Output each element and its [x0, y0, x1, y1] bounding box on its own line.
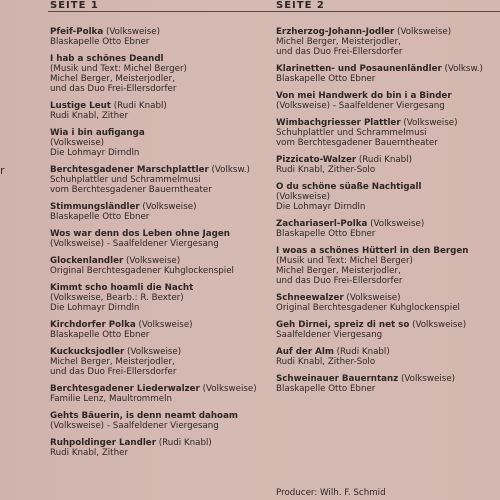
track-composer: (Volksweise) [367, 219, 425, 229]
side-2-tracklist [276, 27, 483, 401]
track-composer: (Volksweise) [124, 347, 182, 357]
track-performer-line: (Volksweise) - Saalfeldener Viergesang [50, 421, 219, 431]
track-title-line [50, 283, 257, 293]
track-title-line [50, 347, 257, 357]
track-performer-line: Die Lohmayr Dirndln [50, 303, 140, 313]
header-rule [48, 11, 500, 12]
track-title-line [276, 182, 483, 192]
track-title-line [276, 246, 483, 256]
track-title: O du schöne süaße Nachtigall [276, 182, 422, 192]
track-title: Berchtesgadener Liederwalzer [50, 384, 200, 394]
track-performer-line: Familie Lenz, Maultrommeln [50, 394, 172, 404]
track-composer: (Volksweise) [398, 374, 456, 384]
track-composer: (Volksw.) [441, 64, 483, 74]
track-title: Kirchdorfer Polka [50, 320, 136, 330]
track-title: Wos war denn dos Leben ohne Jagen [50, 229, 230, 239]
track-title: Ruhpoldinger Landler [50, 438, 156, 448]
track-title: Klarinetten- und Posaunenländler [276, 64, 442, 74]
track-entry [276, 374, 483, 394]
track-title-line [50, 101, 257, 111]
track-performer-line: (Volksweise) [276, 192, 331, 202]
track-title-line [50, 320, 257, 330]
track-composer: (Volksweise) [394, 27, 452, 37]
side-2-heading: SEITE 2 [276, 0, 325, 11]
track-entry [276, 91, 483, 111]
track-entry [50, 256, 257, 276]
track-performer-line: Blaskapelle Otto Ebner [50, 212, 150, 222]
track-performer-line: (Volksweise) - Saalfeldener Viergesang [50, 239, 219, 249]
track-title-line [50, 256, 257, 266]
track-title-line [276, 64, 483, 74]
track-performer-line: Schuhplattler und Schrammelmusi [50, 175, 201, 185]
track-performer-line: (Volksweise, Bearb.: R. Bexter) [50, 293, 184, 303]
track-composer: (Volksweise) [103, 27, 161, 37]
track-title-line [276, 91, 483, 101]
track-title-line [276, 118, 483, 128]
track-title: I hab a schönes Deandl [50, 54, 164, 64]
track-composer: (Volksweise) [400, 118, 458, 128]
track-performer-line: und das Duo Frei-Ellersdorfer [50, 84, 177, 94]
track-title: Schweinauer Bauerntanz [276, 374, 399, 384]
track-title-line [50, 411, 257, 421]
track-composer: (Volksweise) [135, 320, 193, 330]
track-entry [276, 219, 483, 239]
track-performer-line: Blaskapelle Otto Ebner [50, 330, 150, 340]
track-entry [50, 54, 257, 94]
track-performer-line: und das Duo Frei-Ellersdorfer [50, 367, 177, 377]
track-title-line [50, 229, 257, 239]
track-title: Zachariaserl-Polka [276, 219, 368, 229]
track-performer-line: Blaskapelle Otto Ebner [276, 74, 376, 84]
track-performer-line: Michel Berger, Meisterjodler, [276, 266, 401, 276]
track-performer-line: Rudi Knabl, Zither-Solo [276, 357, 376, 367]
track-composer: (Rudi Knabl) [356, 155, 412, 165]
track-entry [50, 411, 257, 431]
track-title-line [50, 54, 257, 64]
track-title-line [276, 320, 483, 330]
track-performer-line: Rudi Knabl, Zither-Solo [276, 165, 376, 175]
track-performer-line: (Musik und Text: Michel Berger) [276, 256, 413, 266]
track-entry [50, 320, 257, 340]
track-title: Glockenlandler [50, 256, 124, 266]
track-performer-line: Saalfeldener Viergesang [276, 330, 383, 340]
track-entry [50, 165, 257, 195]
track-entry [50, 347, 257, 377]
track-entry [276, 320, 483, 340]
track-title-line [276, 374, 483, 384]
track-entry [50, 384, 257, 404]
track-entry [276, 64, 483, 84]
track-entry [276, 293, 483, 313]
track-entry [50, 283, 257, 313]
track-entry [276, 246, 483, 286]
track-composer: (Volksweise) [123, 256, 181, 266]
track-title: Erzherzog-Johann-Jodler [276, 27, 395, 37]
track-title: Pfeif-Polka [50, 27, 104, 37]
track-composer: (Volksw.) [208, 165, 250, 175]
track-title-line [50, 438, 257, 448]
track-performer-line: Original Berchtesgadener Kuhglockenspiel [50, 266, 234, 276]
track-title-line [50, 27, 257, 37]
track-title: Von mei Handwerk do bin i a Binder [276, 91, 452, 101]
track-title: Auf der Alm [276, 347, 334, 357]
track-performer-line: Blaskapelle Otto Ebner [276, 384, 376, 394]
track-performer-line: vom Berchtesgadener Bauerntheater [276, 138, 438, 148]
track-entry [276, 182, 483, 212]
track-title: Geh Dirnei, spreiz di net so [276, 320, 410, 330]
track-title-line [50, 165, 257, 175]
track-entry [50, 101, 257, 121]
track-composer: (Volksweise) [409, 320, 467, 330]
track-title-line [276, 219, 483, 229]
track-title: Kuckucksjodler [50, 347, 125, 357]
track-performer-line: Michel Berger, Meisterjodler, [50, 74, 175, 84]
track-title-line [276, 27, 483, 37]
track-entry [276, 155, 483, 175]
track-title: Gehts Bäuerin, is denn neamt dahoam [50, 411, 238, 421]
track-entry [276, 347, 483, 367]
track-title: Pizzicato-Walzer [276, 155, 357, 165]
track-title: Berchtesgadener Marschplattler [50, 165, 209, 175]
track-performer-line: und das Duo Frei-Ellersdorfer [276, 276, 403, 286]
track-performer-line: und das Duo Frei-Ellersdorfer [276, 47, 403, 57]
track-title: Schneewalzer [276, 293, 344, 303]
side-1-heading: SEITE 1 [50, 0, 99, 11]
track-composer: (Volksweise) [139, 202, 197, 212]
track-title-line [50, 202, 257, 212]
producer-credit: Producer: Wilh. F. Schmid [276, 488, 386, 498]
track-title: I woas a schönes Hütterl in den Bergen [276, 246, 469, 256]
track-performer-line: vom Berchtesgadener Bauerntheater [50, 185, 212, 195]
track-performer-line: Rudi Knabl, Zither [50, 448, 129, 458]
track-title-line [50, 128, 257, 138]
track-title-line [276, 293, 483, 303]
track-title-line [276, 347, 483, 357]
side-1-tracklist [50, 27, 257, 465]
track-performer-line: Blaskapelle Otto Ebner [50, 37, 150, 47]
track-title-line [50, 384, 257, 394]
track-performer-line: Die Lohmayr Dirndln [50, 148, 140, 158]
track-performer-line: Schuhplattler und Schrammelmusi [276, 128, 427, 138]
track-entry [50, 202, 257, 222]
track-title: Kimmt scho hoamli die Nacht [50, 283, 194, 293]
track-entry [50, 438, 257, 458]
track-performer-line: Original Berchtesgadener Kuhglockenspiel [276, 303, 460, 313]
track-entry [276, 27, 483, 57]
track-performer-line: (Volksweise) [50, 138, 105, 148]
track-entry [50, 128, 257, 158]
track-entry [50, 229, 257, 249]
track-performer-line: Die Lohmayr Dirndln [276, 202, 366, 212]
track-composer: (Volksweise) [199, 384, 257, 394]
track-composer: (Volksweise) [343, 293, 401, 303]
stray-letter: r [0, 164, 5, 177]
track-title: Wimbachgriesser Plattler [276, 118, 401, 128]
track-performer-line: Michel Berger, Meisterjodler, [50, 357, 175, 367]
track-composer: (Rudi Knabl) [110, 101, 167, 111]
track-performer-line: Michel Berger, Meisterjodler, [276, 37, 401, 47]
track-composer: (Rudi Knabl) [155, 438, 212, 448]
track-title-line [276, 155, 483, 165]
track-performer-line: Blaskapelle Otto Ebner [276, 229, 376, 239]
track-entry [50, 27, 257, 47]
track-title: Lustige Leut [50, 101, 111, 111]
track-entry [276, 118, 483, 148]
track-performer-line: (Musik und Text: Michel Berger) [50, 64, 187, 74]
track-performer-line: Rudi Knabl, Zither [50, 111, 129, 121]
track-title: Wia i bin aufiganga [50, 128, 145, 138]
track-performer-line: (Volksweise) - Saalfeldener Viergesang [276, 101, 445, 111]
track-title: Stimmungsländler [50, 202, 140, 212]
track-composer: (Rudi Knabl) [333, 347, 390, 357]
